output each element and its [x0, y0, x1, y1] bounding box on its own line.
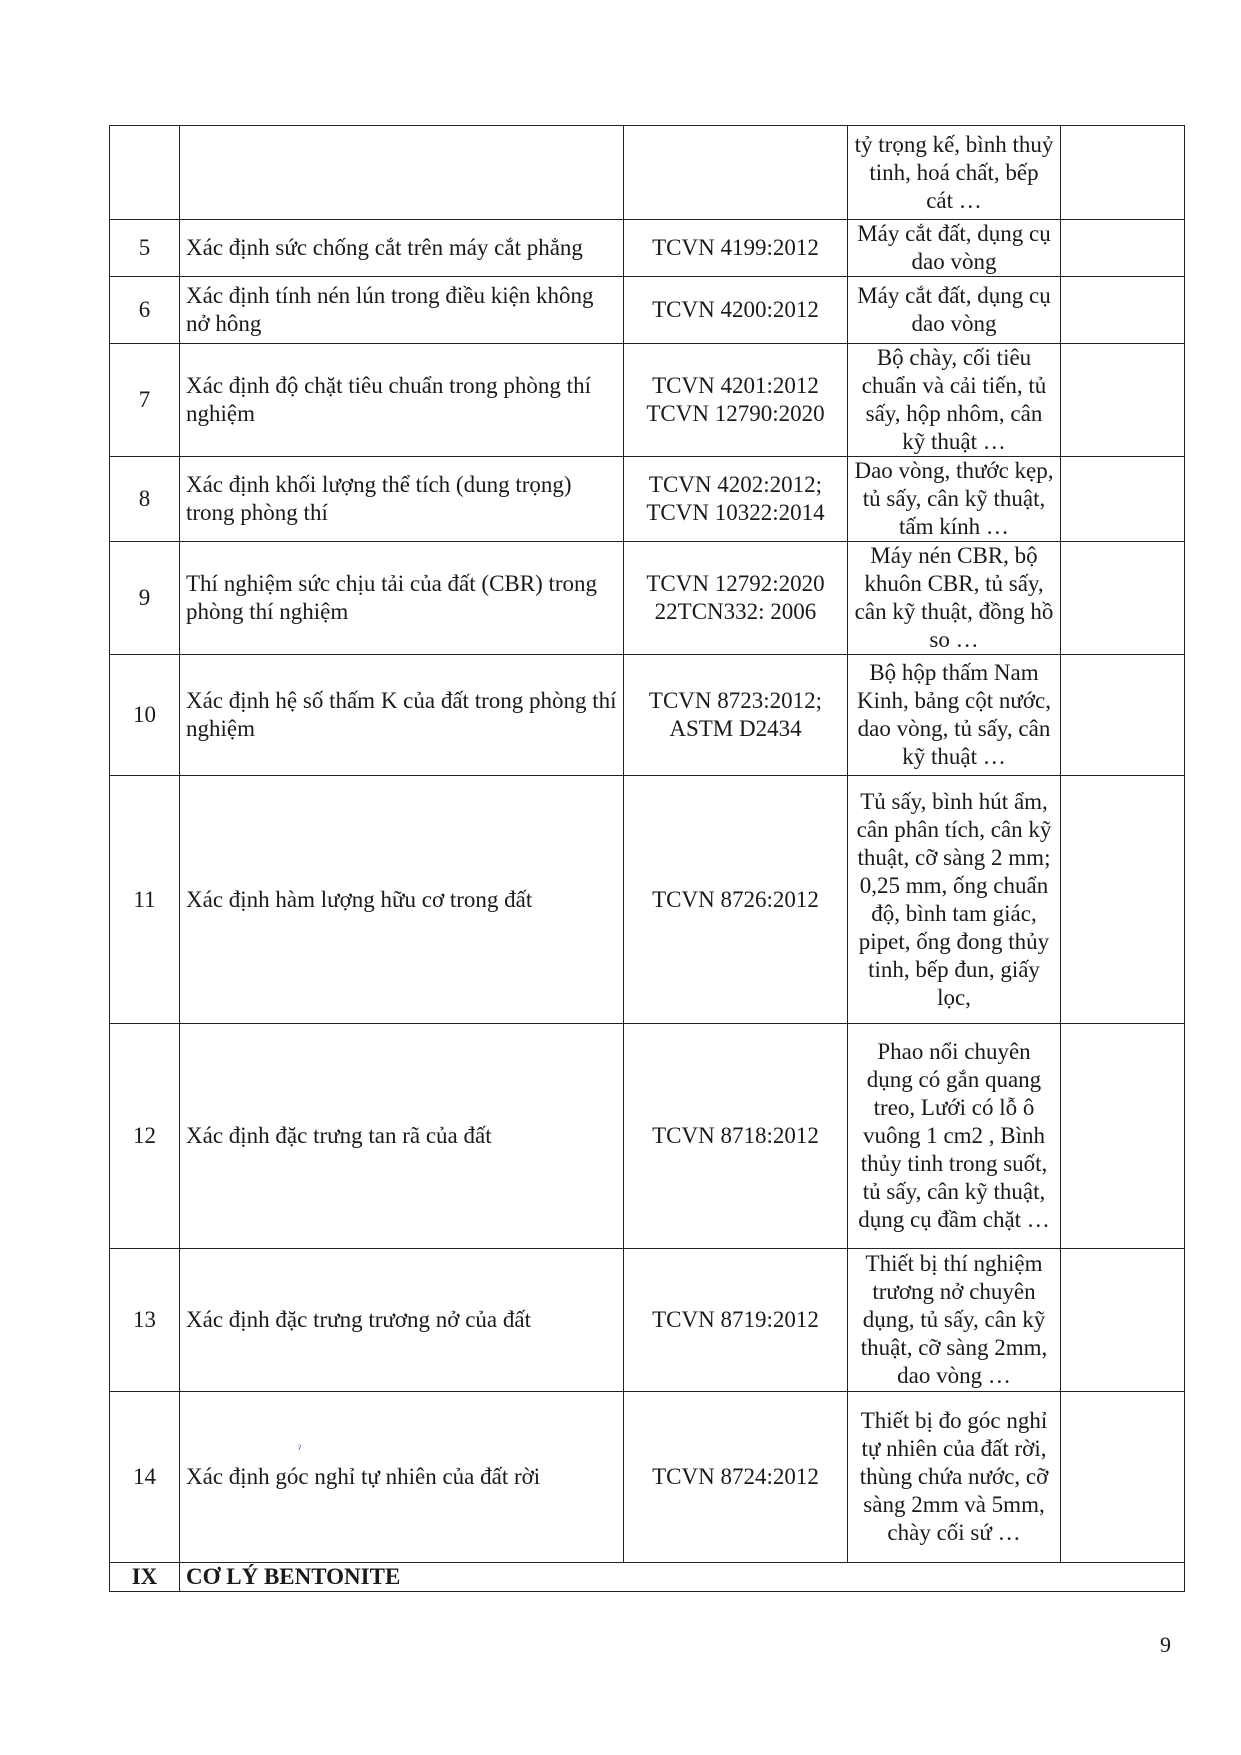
row-number: 12 — [110, 1024, 180, 1249]
standard: TCVN 12792:2020 22TCN332: 2006 — [624, 542, 848, 655]
test-name: Xác định đặc trưng tan rã của đất — [180, 1024, 624, 1249]
standard: TCVN 4199:2012 — [624, 220, 848, 277]
row-number — [110, 126, 180, 220]
test-name: Xác định khối lượng thể tích (dung trọng) trong phòng thí — [180, 457, 624, 542]
equipment: Bộ chày, cối tiêu chuẩn và cải tiến, tủ sấy, hộp nhôm, cân kỹ thuật … — [848, 344, 1061, 457]
row-number: 7 — [110, 344, 180, 457]
table-row — [110, 220, 1185, 277]
equipment: Tủ sấy, bình hút ẩm, cân phân tích, cân kỹ thuật, cỡ sàng 2 mm; 0,25 mm, ống chuẩn độ, bình tam giác, pipet, ống đong thủy tinh, bếp đun, giấy lọc, — [848, 776, 1061, 1024]
table-row — [110, 655, 1185, 776]
equipment: Dao vòng, thước kẹp, tủ sấy, cân kỹ thuật, tấm kính … — [848, 457, 1061, 542]
table-row — [110, 542, 1185, 655]
table-row — [110, 277, 1185, 344]
equipment: Thiết bị thí nghiệm trương nở chuyên dụng, tủ sấy, cân kỹ thuật, cỡ sàng 2mm, dao vòng … — [848, 1249, 1061, 1392]
note — [1061, 457, 1185, 542]
pen-mark-icon: ˀ — [298, 1442, 301, 1456]
table-row — [110, 1392, 1185, 1563]
section-header-row — [110, 1563, 1185, 1592]
equipment: Máy cắt đất, dụng cụ dao vòng — [848, 277, 1061, 344]
table-row — [110, 1024, 1185, 1249]
note — [1061, 1024, 1185, 1249]
section-title: CƠ LÝ BENTONITE — [180, 1563, 1185, 1592]
standard: TCVN 8723:2012; ASTM D2434 — [624, 655, 848, 776]
equipment: Bộ hộp thấm Nam Kinh, bảng cột nước, dao vòng, tủ sấy, cân kỹ thuật … — [848, 655, 1061, 776]
row-number: 9 — [110, 542, 180, 655]
standard: TCVN 8719:2012 — [624, 1249, 848, 1392]
test-name: Xác định sức chống cắt trên máy cắt phẳng — [180, 220, 624, 277]
note — [1061, 344, 1185, 457]
test-name: Xác định đặc trưng trương nở của đất — [180, 1249, 624, 1392]
section-number: IX — [110, 1563, 180, 1592]
equipment: tỷ trọng kế, bình thuỷ tinh, hoá chất, bếp cát … — [848, 126, 1061, 220]
note — [1061, 126, 1185, 220]
standard: TCVN 4202:2012; TCVN 10322:2014 — [624, 457, 848, 542]
row-number: 5 — [110, 220, 180, 277]
standard: TCVN 8724:2012 — [624, 1392, 848, 1563]
note — [1061, 542, 1185, 655]
standard: TCVN 4200:2012 — [624, 277, 848, 344]
standard — [624, 126, 848, 220]
row-number: 8 — [110, 457, 180, 542]
test-name: Thí nghiệm sức chịu tải của đất (CBR) trong phòng thí nghiệm — [180, 542, 624, 655]
note — [1061, 277, 1185, 344]
table-row — [110, 776, 1185, 1024]
equipment: Máy nén CBR, bộ khuôn CBR, tủ sấy, cân kỹ thuật, đồng hồ so … — [848, 542, 1061, 655]
row-number: 14 — [110, 1392, 180, 1563]
standard: TCVN 4201:2012 TCVN 12790:2020 — [624, 344, 848, 457]
test-name — [180, 126, 624, 220]
note — [1061, 220, 1185, 277]
note — [1061, 776, 1185, 1024]
page-number: 9 — [1160, 1632, 1171, 1657]
table-row — [110, 457, 1185, 542]
equipment: Thiết bị đo góc nghỉ tự nhiên của đất rời, thùng chứa nước, cỡ sàng 2mm và 5mm, chày cối sứ … — [848, 1392, 1061, 1563]
test-methods-table — [109, 125, 1185, 1592]
test-name: Xác định độ chặt tiêu chuẩn trong phòng thí nghiệm — [180, 344, 624, 457]
standard: TCVN 8718:2012 — [624, 1024, 848, 1249]
row-number: 10 — [110, 655, 180, 776]
table-row — [110, 1249, 1185, 1392]
row-number: 6 — [110, 277, 180, 344]
note — [1061, 1392, 1185, 1563]
test-name: Xác định hàm lượng hữu cơ trong đất — [180, 776, 624, 1024]
table-row — [110, 126, 1185, 220]
row-number: 13 — [110, 1249, 180, 1392]
equipment: Phao nổi chuyên dụng có gắn quang treo, Lưới có lỗ ô vuông 1 cm2 , Bình thủy tinh trong suốt, tủ sấy, cân kỹ thuật, dụng cụ đầm chặt … — [848, 1024, 1061, 1249]
test-name: Xác định hệ số thấm K của đất trong phòng thí nghiệm — [180, 655, 624, 776]
note — [1061, 655, 1185, 776]
standard: TCVN 8726:2012 — [624, 776, 848, 1024]
equipment: Máy cắt đất, dụng cụ dao vòng — [848, 220, 1061, 277]
table-row — [110, 344, 1185, 457]
note — [1061, 1249, 1185, 1392]
test-name: Xác định tính nén lún trong điều kiện không nở hông — [180, 277, 624, 344]
row-number: 11 — [110, 776, 180, 1024]
test-name: Xác định góc nghỉ tự nhiên của đất rời — [180, 1392, 624, 1563]
